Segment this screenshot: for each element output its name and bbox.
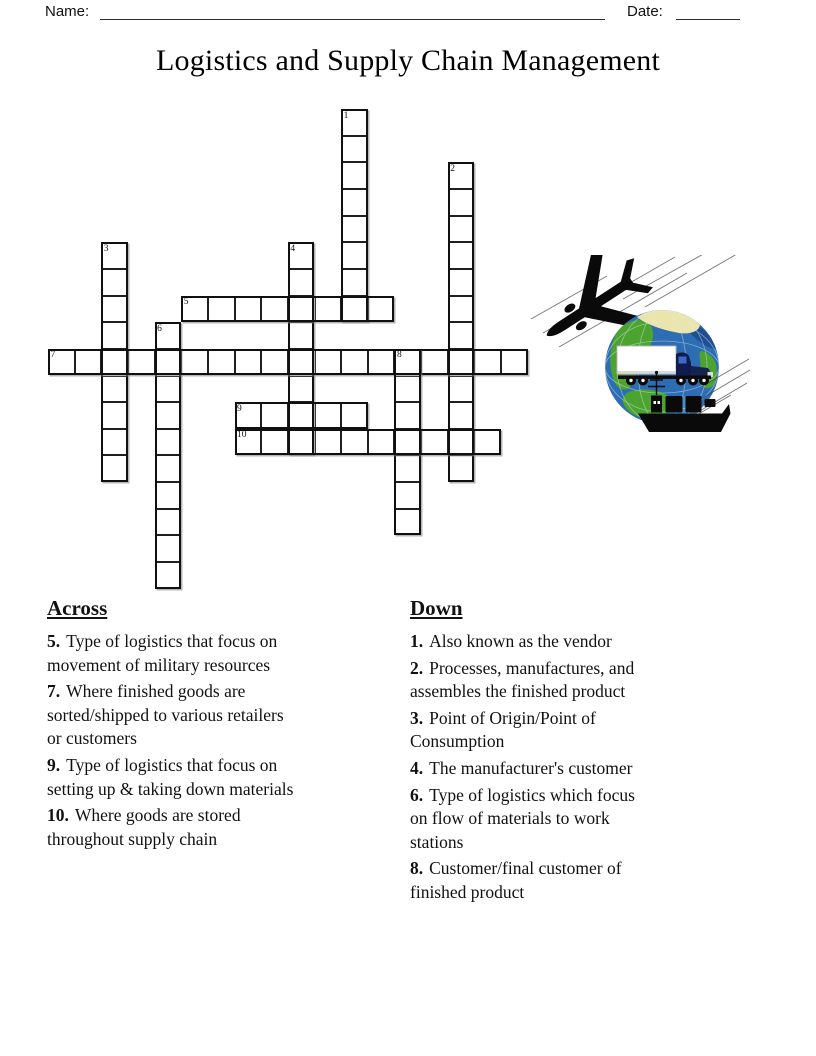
clue-text: Where finished goods are sorted/shipped to various retailers or customers bbox=[47, 681, 284, 749]
grid-cell[interactable] bbox=[341, 402, 368, 429]
grid-cell[interactable] bbox=[341, 136, 368, 163]
grid-cell[interactable] bbox=[155, 535, 182, 562]
grid-cell[interactable] bbox=[394, 376, 421, 403]
speed-lines-icon bbox=[531, 255, 749, 347]
cell-number: 8 bbox=[396, 350, 402, 361]
grid-cell[interactable] bbox=[155, 455, 182, 482]
clue-down-2 bbox=[410, 657, 650, 704]
clue-across-5 bbox=[47, 630, 302, 677]
grid-cell[interactable] bbox=[155, 429, 182, 456]
grid-cell[interactable] bbox=[474, 429, 501, 456]
grid-cell[interactable] bbox=[155, 376, 182, 403]
grid-cell[interactable] bbox=[368, 429, 395, 456]
grid-cell[interactable] bbox=[394, 509, 421, 536]
grid-cell[interactable] bbox=[315, 402, 342, 429]
cell-number: 2 bbox=[450, 163, 455, 174]
grid-cell[interactable] bbox=[448, 296, 475, 323]
clue-number: 8. bbox=[410, 858, 424, 879]
logistics-illustration bbox=[525, 255, 750, 440]
clue-text: Type of logistics that focus on setting up & taking down materials bbox=[47, 754, 294, 799]
down-heading: Down bbox=[410, 596, 463, 620]
grid-cell[interactable] bbox=[101, 269, 128, 296]
grid-cell[interactable] bbox=[288, 376, 315, 403]
cell-number: 10 bbox=[237, 430, 247, 441]
cell-number: 9 bbox=[237, 403, 242, 414]
cell-number: 3 bbox=[103, 243, 109, 254]
grid-cell[interactable] bbox=[208, 349, 235, 376]
clue-text: Customer/final customer of finished product bbox=[410, 858, 622, 902]
clue-down-3 bbox=[410, 707, 650, 754]
clue-number: 10. bbox=[47, 805, 69, 826]
cell-number: 6 bbox=[157, 323, 162, 334]
grid-cell[interactable] bbox=[261, 296, 288, 323]
grid-cell[interactable] bbox=[101, 455, 128, 482]
airplane-icon bbox=[525, 255, 668, 373]
grid-cell[interactable] bbox=[235, 349, 262, 376]
grid-cell[interactable] bbox=[368, 296, 395, 323]
grid-cell[interactable] bbox=[368, 349, 395, 376]
clue-across-10 bbox=[47, 804, 302, 851]
clue-down-1 bbox=[410, 630, 650, 654]
clue-text: Where goods are stored throughout supply chain bbox=[47, 805, 241, 849]
grid-cell[interactable] bbox=[421, 349, 448, 376]
truck-wheels-icon bbox=[626, 376, 709, 386]
grid-cell[interactable] bbox=[288, 296, 315, 323]
name-blank-line[interactable] bbox=[100, 1, 605, 20]
grid-cell[interactable] bbox=[155, 482, 182, 509]
grid-cell[interactable] bbox=[261, 349, 288, 376]
grid-cell[interactable] bbox=[448, 402, 475, 429]
clue-down-8 bbox=[410, 857, 650, 904]
grid-cell[interactable] bbox=[261, 429, 288, 456]
grid-cell[interactable] bbox=[448, 455, 475, 482]
clue-text: Point of Origin/Point of Consumption bbox=[410, 707, 596, 752]
grid-cell[interactable] bbox=[341, 269, 368, 296]
grid-cell[interactable] bbox=[341, 429, 368, 456]
grid-cell[interactable] bbox=[341, 349, 368, 376]
grid-cell[interactable] bbox=[235, 296, 262, 323]
clue-down-4 bbox=[410, 757, 650, 781]
date-label: Date: bbox=[627, 3, 663, 20]
grid-cell[interactable] bbox=[448, 189, 475, 216]
clue-text: The manufacturer's customer bbox=[429, 757, 633, 778]
grid-cell[interactable] bbox=[288, 349, 315, 376]
grid-cell[interactable] bbox=[208, 296, 235, 323]
grid-cell[interactable] bbox=[315, 349, 342, 376]
grid-cell[interactable] bbox=[288, 269, 315, 296]
grid-cell[interactable] bbox=[101, 296, 128, 323]
clue-number: 2. bbox=[410, 657, 424, 678]
grid-cell[interactable] bbox=[155, 562, 182, 589]
grid-cell[interactable] bbox=[501, 349, 528, 376]
clue-number: 9. bbox=[47, 754, 61, 775]
clue-text: Type of logistics that focus on movement of military resources bbox=[47, 631, 278, 675]
grid-cell[interactable] bbox=[421, 429, 448, 456]
grid-cell[interactable] bbox=[448, 322, 475, 349]
clue-across-7 bbox=[47, 680, 302, 751]
grid-cell[interactable] bbox=[341, 162, 368, 189]
grid-cell[interactable] bbox=[101, 402, 128, 429]
grid-cell[interactable] bbox=[155, 402, 182, 429]
grid-cell[interactable] bbox=[155, 349, 182, 376]
down-clues-section bbox=[410, 596, 650, 908]
grid-cell[interactable] bbox=[181, 349, 208, 376]
clue-down-6 bbox=[410, 784, 650, 855]
speed-lines-icon bbox=[673, 359, 750, 429]
clue-text: Type of logistics which focus on flow of materials to work stations bbox=[410, 784, 635, 852]
clue-number: 5. bbox=[47, 631, 61, 651]
cell-number: 4 bbox=[290, 243, 296, 254]
grid-cell[interactable] bbox=[288, 322, 315, 349]
grid-cell[interactable] bbox=[101, 349, 128, 376]
grid-cell[interactable] bbox=[75, 349, 102, 376]
grid-cell[interactable] bbox=[101, 322, 128, 349]
grid-cell[interactable] bbox=[288, 402, 315, 429]
across-clues-section bbox=[47, 596, 302, 854]
grid-cell[interactable] bbox=[341, 242, 368, 269]
grid-cell[interactable] bbox=[288, 429, 315, 456]
grid-cell[interactable] bbox=[341, 189, 368, 216]
truck-icon bbox=[617, 346, 713, 386]
grid-cell[interactable] bbox=[448, 216, 475, 243]
clue-text: Processes, manufactures, and assembles the finished product bbox=[410, 657, 635, 702]
date-blank-line[interactable] bbox=[676, 1, 740, 20]
clue-number: 6. bbox=[410, 784, 424, 805]
clue-number: 7. bbox=[47, 681, 61, 702]
grid-cell[interactable] bbox=[394, 482, 421, 509]
grid-cell[interactable] bbox=[394, 455, 421, 482]
grid-cell[interactable] bbox=[394, 402, 421, 429]
grid-cell[interactable] bbox=[261, 402, 288, 429]
grid-cell[interactable] bbox=[128, 349, 155, 376]
grid-cell[interactable] bbox=[101, 376, 128, 403]
cargo-ship-icon bbox=[638, 371, 731, 432]
cell-number: 1 bbox=[343, 110, 349, 121]
grid-cell[interactable] bbox=[155, 509, 182, 536]
grid-cell[interactable] bbox=[315, 296, 342, 323]
grid-cell[interactable] bbox=[101, 429, 128, 456]
clue-text: Also known as the vendor bbox=[429, 631, 612, 651]
grid-cell[interactable] bbox=[315, 429, 342, 456]
grid-cell[interactable] bbox=[448, 429, 475, 456]
grid-cell[interactable] bbox=[394, 429, 421, 456]
across-heading: Across bbox=[47, 596, 108, 620]
grid-cell[interactable] bbox=[448, 269, 475, 296]
page-title: Logistics and Supply Chain Management bbox=[156, 44, 660, 77]
clue-number: 3. bbox=[410, 707, 424, 728]
grid-cell[interactable] bbox=[448, 376, 475, 403]
clue-number: 4. bbox=[410, 757, 424, 778]
grid-cell[interactable] bbox=[341, 296, 368, 323]
grid-cell[interactable] bbox=[341, 216, 368, 243]
globe-icon bbox=[605, 309, 719, 424]
cell-number: 5 bbox=[183, 297, 189, 308]
name-label: Name: bbox=[45, 3, 90, 20]
cell-number: 7 bbox=[50, 350, 56, 361]
grid-cell[interactable] bbox=[474, 349, 501, 376]
grid-cell[interactable] bbox=[448, 242, 475, 269]
grid-cell[interactable] bbox=[448, 349, 475, 376]
clue-number: 1. bbox=[410, 631, 424, 651]
clue-across-9 bbox=[47, 754, 302, 801]
